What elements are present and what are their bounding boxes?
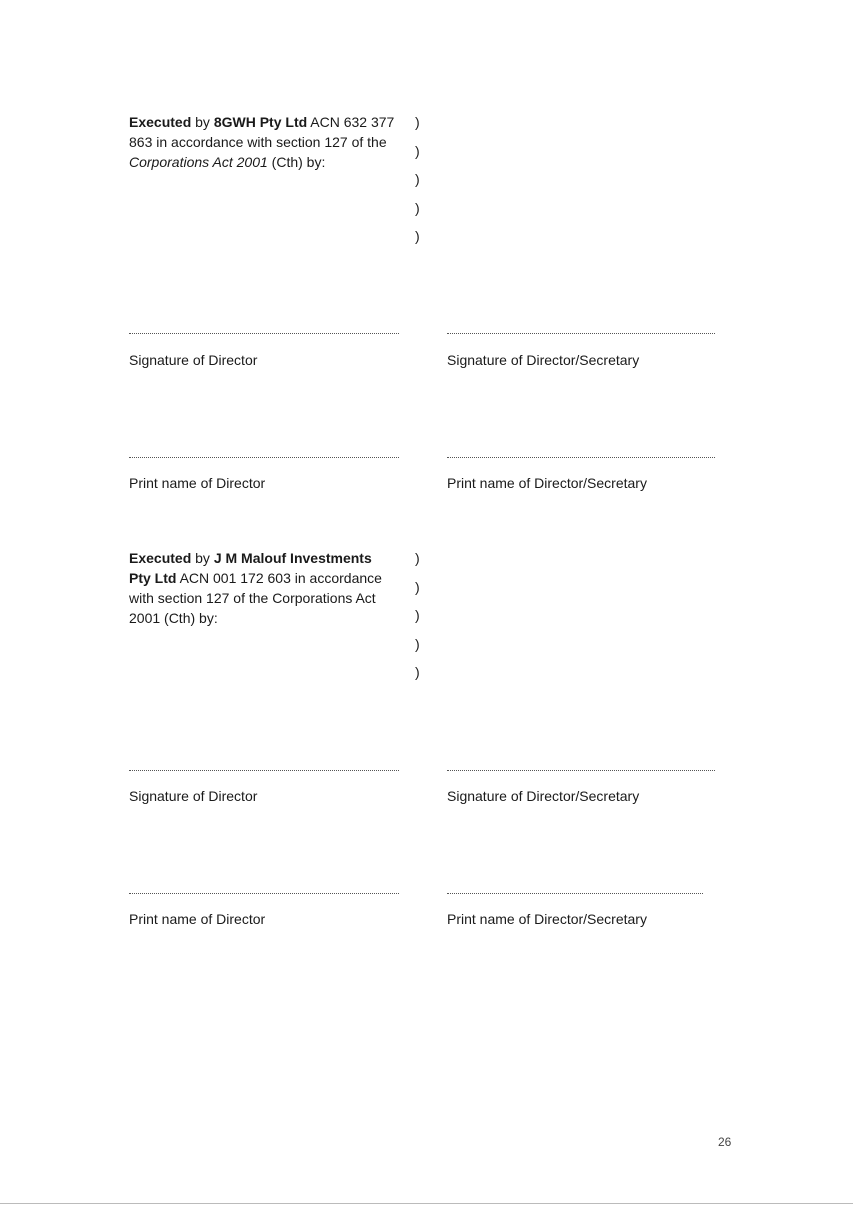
acn-text: ACN 632 377 863 in accordance with section 127 of the [129,114,395,150]
company-name: 8GWH Pty Ltd [213,114,308,130]
executed-label: Executed [129,114,192,130]
paren: ) [415,664,420,681]
paren: ) [415,114,420,130]
print-name-director-label: Print name of Director [129,475,266,491]
act-name: Corporations Act 2001 [129,154,268,170]
print-name-secretary-label: Print name of Director/Secretary [447,911,647,927]
paren: ) [415,171,420,188]
print-name-director-label: Print name of Director [129,911,266,927]
company-name: J M Malouf Investments Pty Ltd [129,550,372,586]
executed-label: Executed [129,550,192,566]
paren: ) [415,199,420,216]
paren: ) [415,142,420,159]
secretary-signature-line[interactable] [447,333,715,334]
signature-of-secretary-label: Signature of Director/Secretary [447,352,640,368]
secretary-name-line[interactable] [447,893,703,894]
by-text: by [191,114,214,130]
signature-of-secretary-label: Signature of Director/Secretary [447,788,640,804]
paren: ) [415,607,420,624]
paren: ) [415,228,420,245]
bracket-column-2 [415,548,425,691]
bracket-column-1 [415,112,425,255]
director-signature-line[interactable] [129,333,399,334]
paren: ) [415,635,420,652]
execution-clause-8gwh [129,112,401,172]
cth-text: (Cth) by: [267,154,326,170]
director-signature-line[interactable] [129,770,399,771]
director-name-line[interactable] [129,457,399,458]
signature-of-director-label: Signature of Director [129,788,258,804]
paren: ) [415,550,420,566]
page-number: 26 [718,1135,732,1149]
execution-clause-malouf [129,548,397,628]
director-name-line[interactable] [129,893,399,894]
page-bottom-edge [0,1203,853,1204]
secretary-signature-line[interactable] [447,770,715,771]
by-text: by [191,550,214,566]
acn-text: ACN 001 172 603 in accordance with section 127 of the Corporations Act 2001 (Cth) by: [129,570,382,626]
signature-of-director-label: Signature of Director [129,352,258,368]
paren: ) [415,578,420,595]
secretary-name-line[interactable] [447,457,715,458]
print-name-secretary-label: Print name of Director/Secretary [447,475,647,491]
